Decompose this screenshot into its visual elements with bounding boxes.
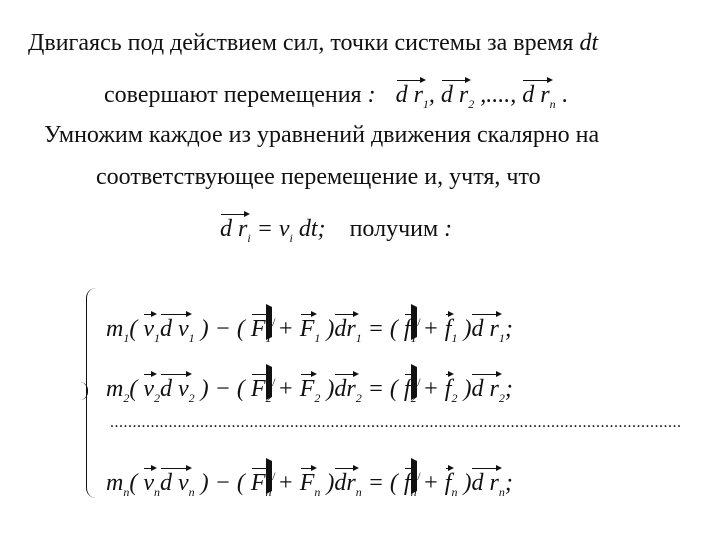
dr-n-sub: n <box>355 485 362 499</box>
f-1-sub: 1 <box>451 331 458 345</box>
F-2-sub: 2 <box>314 391 321 405</box>
equation-row-2: $m_2$( $v_2d$ $v_2$ ) − ( F $/_2 + F_2$ )$dr_2$ = ( f $/_2 + f_2$ )d $r_2$; <box>106 370 513 413</box>
equation-row-1: $m_1$( $v_1d$ $v_1$ ) − ( F $/_1 + F_1$ )$dr_1$ = ( f $/_1 + f_1$ )d $r_1$; <box>106 310 513 353</box>
F-1-sub: 1 <box>314 331 321 345</box>
mass-1-sub: 1 <box>123 331 130 345</box>
dr-end-n: d r <box>471 464 498 498</box>
dr-2-sub: 2 <box>355 391 362 405</box>
dr-1: dr <box>334 310 355 344</box>
equation-row-n: $m_n$( $v_nd$ $v_n$ ) − ( F $/_n + F_n$ )$dr_n$ = ( f $/_n + f_n$ )d $r_n$; <box>106 464 513 507</box>
v-n-sub: n <box>154 485 160 499</box>
sub-1: 1 <box>422 97 429 111</box>
line1-var: dt <box>579 30 599 56</box>
f-prime-1: f / <box>404 310 411 344</box>
line3-text: Умножим каждое из уравнений движения скалярно на <box>44 122 600 148</box>
dv-n: d v <box>160 464 189 498</box>
F-1: F <box>300 310 315 344</box>
f-1: f <box>445 310 452 344</box>
vec-dr1: d r <box>396 76 423 110</box>
v-1-sub: 1 <box>154 331 160 345</box>
eq-left <box>220 216 257 245</box>
dr-end-1-sub: 1 <box>498 331 505 345</box>
vec-dri: d r <box>220 210 247 244</box>
sub-i: i <box>247 231 251 245</box>
F-n-sub: n <box>314 485 321 499</box>
v-2-sub: 2 <box>154 391 160 405</box>
eq-right <box>256 216 299 245</box>
F-prime-n-sub: n <box>265 485 272 499</box>
sub-2: 2 <box>468 97 475 111</box>
v-n: v <box>143 464 154 498</box>
dr-2: dr <box>334 370 355 404</box>
mass-1: m <box>106 316 124 342</box>
eq-dt: dt; <box>298 216 326 242</box>
text-line-3 <box>44 120 599 150</box>
text-line-4 <box>96 162 541 192</box>
system-brace <box>86 288 107 498</box>
line4-text: соответствующее перемещение и, учтя, что <box>96 164 541 190</box>
eq-right-text: = v <box>256 216 290 242</box>
dv-1-sub: 1 <box>188 331 195 345</box>
f-n-sub: n <box>451 485 458 499</box>
dv-1: d v <box>160 310 189 344</box>
text-line-1 <box>28 28 598 58</box>
f-n: f <box>445 464 452 498</box>
F-prime-2: F / <box>251 370 266 404</box>
f-2: f <box>445 370 452 404</box>
v-2: v <box>143 370 154 404</box>
line5-colon: : <box>444 216 453 242</box>
line2-prefix: совершают перемещения <box>104 82 362 108</box>
vec-dr2: d r <box>441 76 468 110</box>
F-prime-1: F / <box>251 310 266 344</box>
period: . <box>561 82 568 108</box>
f-prime-1-sub: 1 <box>410 331 417 345</box>
mass-2: m <box>106 376 124 402</box>
f-prime-2: f / <box>404 370 411 404</box>
sub-n: n <box>549 97 556 111</box>
F-prime-2-sub: 2 <box>265 391 272 405</box>
text-line-2 <box>104 76 568 119</box>
dv-2: d v <box>160 370 189 404</box>
f-prime-2-sub: 2 <box>410 391 417 405</box>
F-n: F <box>300 464 315 498</box>
dotted-line: ............................................................................................................................... <box>110 414 682 431</box>
vec-drn: d r <box>522 76 549 110</box>
text-line-5 <box>220 210 452 253</box>
F-prime-n: F / <box>251 464 266 498</box>
drn-vector <box>522 82 561 111</box>
dv-2-sub: 2 <box>188 391 195 405</box>
v-1: v <box>143 310 154 344</box>
dr-end-1: d r <box>471 310 498 344</box>
dr2-vector <box>440 82 480 111</box>
dr-1-sub: 1 <box>355 331 362 345</box>
f-2-sub: 2 <box>451 391 458 405</box>
f-prime-n: f / <box>404 464 411 498</box>
mass-2-sub: 2 <box>123 391 130 405</box>
line1-text: Двигаясь под действием сил, точки системы за время <box>28 30 574 56</box>
dr-end-n-sub: n <box>498 485 505 499</box>
line5-word: получим <box>349 216 439 242</box>
dr1-vector: d $r_1$, <box>396 82 441 108</box>
F-2: F <box>300 370 315 404</box>
f-prime-n-sub: n <box>410 485 417 499</box>
dr-end-2: d r <box>471 370 498 404</box>
dr-end-2-sub: 2 <box>498 391 505 405</box>
dr-n: dr <box>334 464 355 498</box>
mass-n-sub: n <box>123 485 130 499</box>
dv-n-sub: n <box>188 485 195 499</box>
sub-v-i: i <box>289 231 293 245</box>
F-prime-1-sub: 1 <box>265 331 272 345</box>
mass-n: m <box>106 470 124 496</box>
ellipsis: ,...., <box>480 82 517 108</box>
line2-colon: : <box>367 82 376 108</box>
